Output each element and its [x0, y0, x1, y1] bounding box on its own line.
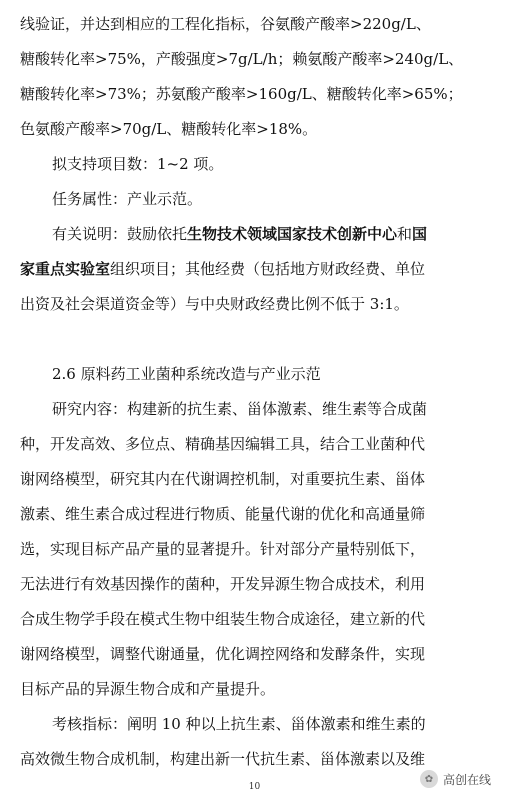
body-text-line: 无法进行有效基因操作的菌种，开发异源生物合成技术，利用	[20, 575, 426, 593]
body-text-line: 高效微生物合成机制，构建出新一代抗生素、甾体激素以及维	[20, 750, 426, 768]
notes-text: 有关说明：鼓励依托	[52, 225, 188, 243]
bold-term: 生物技术领域国家技术创新中心	[187, 225, 398, 243]
research-content-line: 研究内容：构建新的抗生素、甾体激素、维生素等合成菌	[52, 400, 428, 418]
page-number: 10	[248, 782, 261, 792]
wechat-icon: ✿	[420, 770, 438, 788]
body-text-line: 线验证，并达到相应的工程化指标，谷氨酸产酸率>220g/L、	[20, 15, 431, 33]
watermark	[420, 769, 491, 789]
bold-term: 家重点实验室	[20, 260, 111, 278]
body-text-line: 糖酸转化率>73%；苏氨酸产酸率>160g/L、糖酸转化率>65%；	[20, 85, 463, 103]
section-heading: 2.6 原料药工业菌种系统改造与产业示范	[52, 365, 321, 383]
notes-text: 组织项目；其他经费（包括地方财政经费、单位	[110, 260, 426, 278]
bold-term: 国	[412, 225, 428, 243]
notes-text: 和	[397, 225, 413, 243]
project-count-line: 拟支持项目数：1~2 项。	[52, 155, 224, 173]
body-text-line: 糖酸转化率>75%，产酸强度>7g/L/h；赖氨酸产酸率>240g/L、	[20, 50, 464, 68]
body-text-line: 目标产品的异源生物合成和产量提升。	[20, 680, 276, 698]
notes-line	[52, 224, 490, 244]
assessment-line: 考核指标：阐明 10 种以上抗生素、甾体激素和维生素的	[52, 715, 426, 733]
body-text-line: 色氨酸产酸率>70g/L、糖酸转化率>18%。	[20, 120, 318, 138]
body-text-line: 谢网络模型，调整代谢通量，优化调控网络和发酵条件，实现	[20, 645, 426, 663]
body-text-line: 合成生物学手段在模式生物中组装生物合成途径，建立新的代	[20, 610, 426, 628]
body-text-line: 激素、维生素合成过程进行物质、能量代谢的优化和高通量筛	[20, 505, 426, 523]
body-text-line: 种，开发高效、多位点、精确基因编辑工具，结合工业菌种代	[20, 435, 426, 453]
task-attribute-line: 任务属性：产业示范。	[52, 190, 203, 208]
body-text-line: 谢网络模型，研究其内在代谢调控机制，对重要抗生素、甾体	[20, 470, 426, 488]
watermark-text: 高创在线	[442, 772, 491, 787]
body-text-line: 选，实现目标产品产量的显著提升。针对部分产量特别低下，	[20, 540, 426, 558]
body-text-line: 出资及社会渠道资金等）与中央财政经费比例不低于 3:1。	[20, 295, 409, 313]
notes-line	[20, 259, 490, 279]
